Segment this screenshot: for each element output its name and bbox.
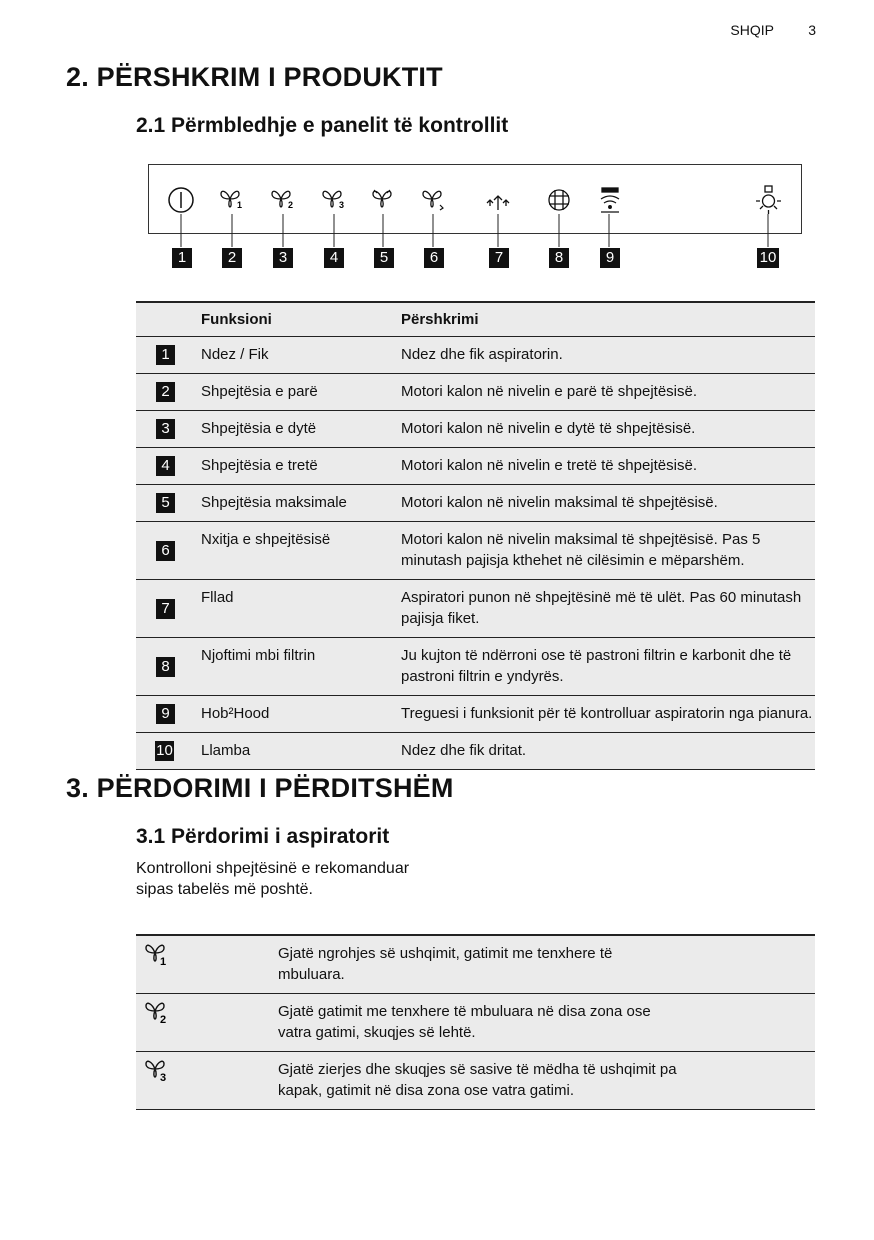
row-number-badge: 5 xyxy=(156,493,175,513)
table-row xyxy=(136,733,815,770)
section-3-1-subtitle: 3.1 Përdorimi i aspiratorit xyxy=(136,825,390,848)
table-row xyxy=(136,935,815,994)
function-cell: Shpejtësia e tretë xyxy=(201,457,318,474)
table-row xyxy=(136,696,815,733)
usage-text: Gjatë gatimit me tenxhere të mbuluara në disa zona ose vatra gatimi, skuqjes së lehtë. xyxy=(278,1003,651,1041)
row-number-badge: 3 xyxy=(156,419,175,439)
description-cell: Motori kalon në nivelin e parë të shpejtësisë. xyxy=(401,383,698,400)
svg-text:2: 2 xyxy=(288,200,294,210)
function-cell: Njoftimi mbi filtrin xyxy=(201,647,316,664)
breeze-icon xyxy=(487,196,509,210)
panel-number: 8 xyxy=(549,248,569,268)
description-cell: Ju kujton të ndërroni ose të pastroni filtrin e karbonit dhe të pastroni filtrin e yndyrës. xyxy=(401,647,792,685)
description-cell: Aspiratori punon në shpejtësinë më të ulët. Pas 60 minutash pajisja fiket. xyxy=(401,589,802,627)
table-row xyxy=(136,448,815,485)
fan-speed-3-icon xyxy=(323,191,344,210)
fan-speed-3-icon xyxy=(144,1059,174,1085)
function-cell: Hob²Hood xyxy=(201,705,270,722)
table-row xyxy=(136,374,815,411)
page-number: 3 xyxy=(808,22,816,38)
column-header-function: Funksioni xyxy=(201,311,272,328)
fan-boost-icon xyxy=(423,191,443,210)
panel-number: 9 xyxy=(600,248,620,268)
speed-usage-table xyxy=(136,934,815,1110)
row-number-badge: 1 xyxy=(156,345,175,365)
function-cell: Shpejtësia e parë xyxy=(201,383,318,400)
description-cell: Motori kalon në nivelin maksimal të shpejtësisë. Pas 5 minutash pajisja kthehet në cilësimin e mëparshëm. xyxy=(401,531,761,569)
row-number-badge: 8 xyxy=(156,657,175,677)
intro-line: sipas tabelës më poshtë. xyxy=(136,881,313,898)
section-2-title: 2. PËRSHKRIM I PRODUKTIT xyxy=(66,62,443,92)
filter-grid-icon xyxy=(549,190,569,210)
section-3-title: 3. PËRDORIMI I PËRDITSHËM xyxy=(66,773,454,803)
language-label: SHQIP xyxy=(730,22,774,38)
panel-number: 6 xyxy=(424,248,444,268)
function-cell: Ndez / Fik xyxy=(201,346,269,363)
panel-number: 4 xyxy=(324,248,344,268)
panel-number: 3 xyxy=(273,248,293,268)
svg-text:3: 3 xyxy=(160,1072,167,1084)
function-cell: Shpejtësia e dytë xyxy=(201,420,317,437)
panel-number: 1 xyxy=(172,248,192,268)
column-header-description: Përshkrimi xyxy=(401,311,479,328)
svg-text:1: 1 xyxy=(160,956,167,968)
description-cell: Motori kalon në nivelin maksimal të shpejtësisë. xyxy=(401,494,718,511)
table-row xyxy=(136,522,815,580)
function-cell: Shpejtësia maksimale xyxy=(201,494,347,511)
row-number-badge: 6 xyxy=(156,541,175,561)
table-row xyxy=(136,411,815,448)
power-icon xyxy=(169,188,193,212)
function-cell: Llamba xyxy=(201,742,251,759)
usage-text: Gjatë zierjes dhe skuqjes së sasive të mëdha të ushqimit pa kapak, gatimit në disa zona ose vatra gatimi. xyxy=(278,1061,677,1099)
row-number-badge: 4 xyxy=(156,456,175,476)
fan-speed-max-icon xyxy=(373,190,391,207)
intro-line: Kontrolloni shpejtësinë e rekomanduar xyxy=(136,860,410,877)
row-number-badge: 10 xyxy=(156,742,173,759)
table-row xyxy=(136,638,815,696)
svg-text:2: 2 xyxy=(160,1014,167,1026)
panel-number: 2 xyxy=(222,248,242,268)
table-header-row xyxy=(136,302,815,337)
lamp-icon xyxy=(756,186,781,214)
functions-table xyxy=(136,301,815,770)
row-number-badge: 2 xyxy=(156,382,175,402)
fan-speed-1-icon xyxy=(221,191,242,210)
panel-number: 7 xyxy=(489,248,509,268)
panel-number: 10 xyxy=(757,248,779,268)
usage-text: Gjatë ngrohjes së ushqimit, gatimit me tenxhere të mbuluara. xyxy=(278,945,613,983)
section-2-1-subtitle: 2.1 Përmbledhje e panelit të kontrollit xyxy=(136,114,509,137)
table-row xyxy=(136,1052,815,1110)
description-cell: Motori kalon në nivelin e tretë të shpejtësisë. xyxy=(401,457,697,474)
row-number-badge: 9 xyxy=(156,704,175,724)
function-cell: Nxitja e shpejtësisë xyxy=(201,531,331,548)
table-row xyxy=(136,580,815,638)
leader-lines xyxy=(181,214,768,247)
description-cell: Motori kalon në nivelin e dytë të shpejtësisë. xyxy=(401,420,696,437)
table-row xyxy=(136,337,815,374)
svg-text:1: 1 xyxy=(237,200,243,210)
function-cell: Fllad xyxy=(201,589,234,606)
table-row xyxy=(136,485,815,522)
fan-speed-2-icon xyxy=(272,191,293,210)
fan-speed-1-icon xyxy=(144,943,174,969)
svg-text:3: 3 xyxy=(339,200,345,210)
table-row xyxy=(136,994,815,1052)
description-cell: Ndez dhe fik dritat. xyxy=(401,742,527,759)
fan-speed-2-icon xyxy=(144,1001,174,1027)
intro-text xyxy=(136,858,409,900)
row-number-badge: 7 xyxy=(156,599,175,619)
description-cell: Ndez dhe fik aspiratorin. xyxy=(401,346,563,363)
hob2hood-icon xyxy=(601,188,619,212)
description-cell: Treguesi i funksionit për të kontrolluar aspiratorin nga pianura. xyxy=(401,705,813,722)
panel-number: 5 xyxy=(374,248,394,268)
